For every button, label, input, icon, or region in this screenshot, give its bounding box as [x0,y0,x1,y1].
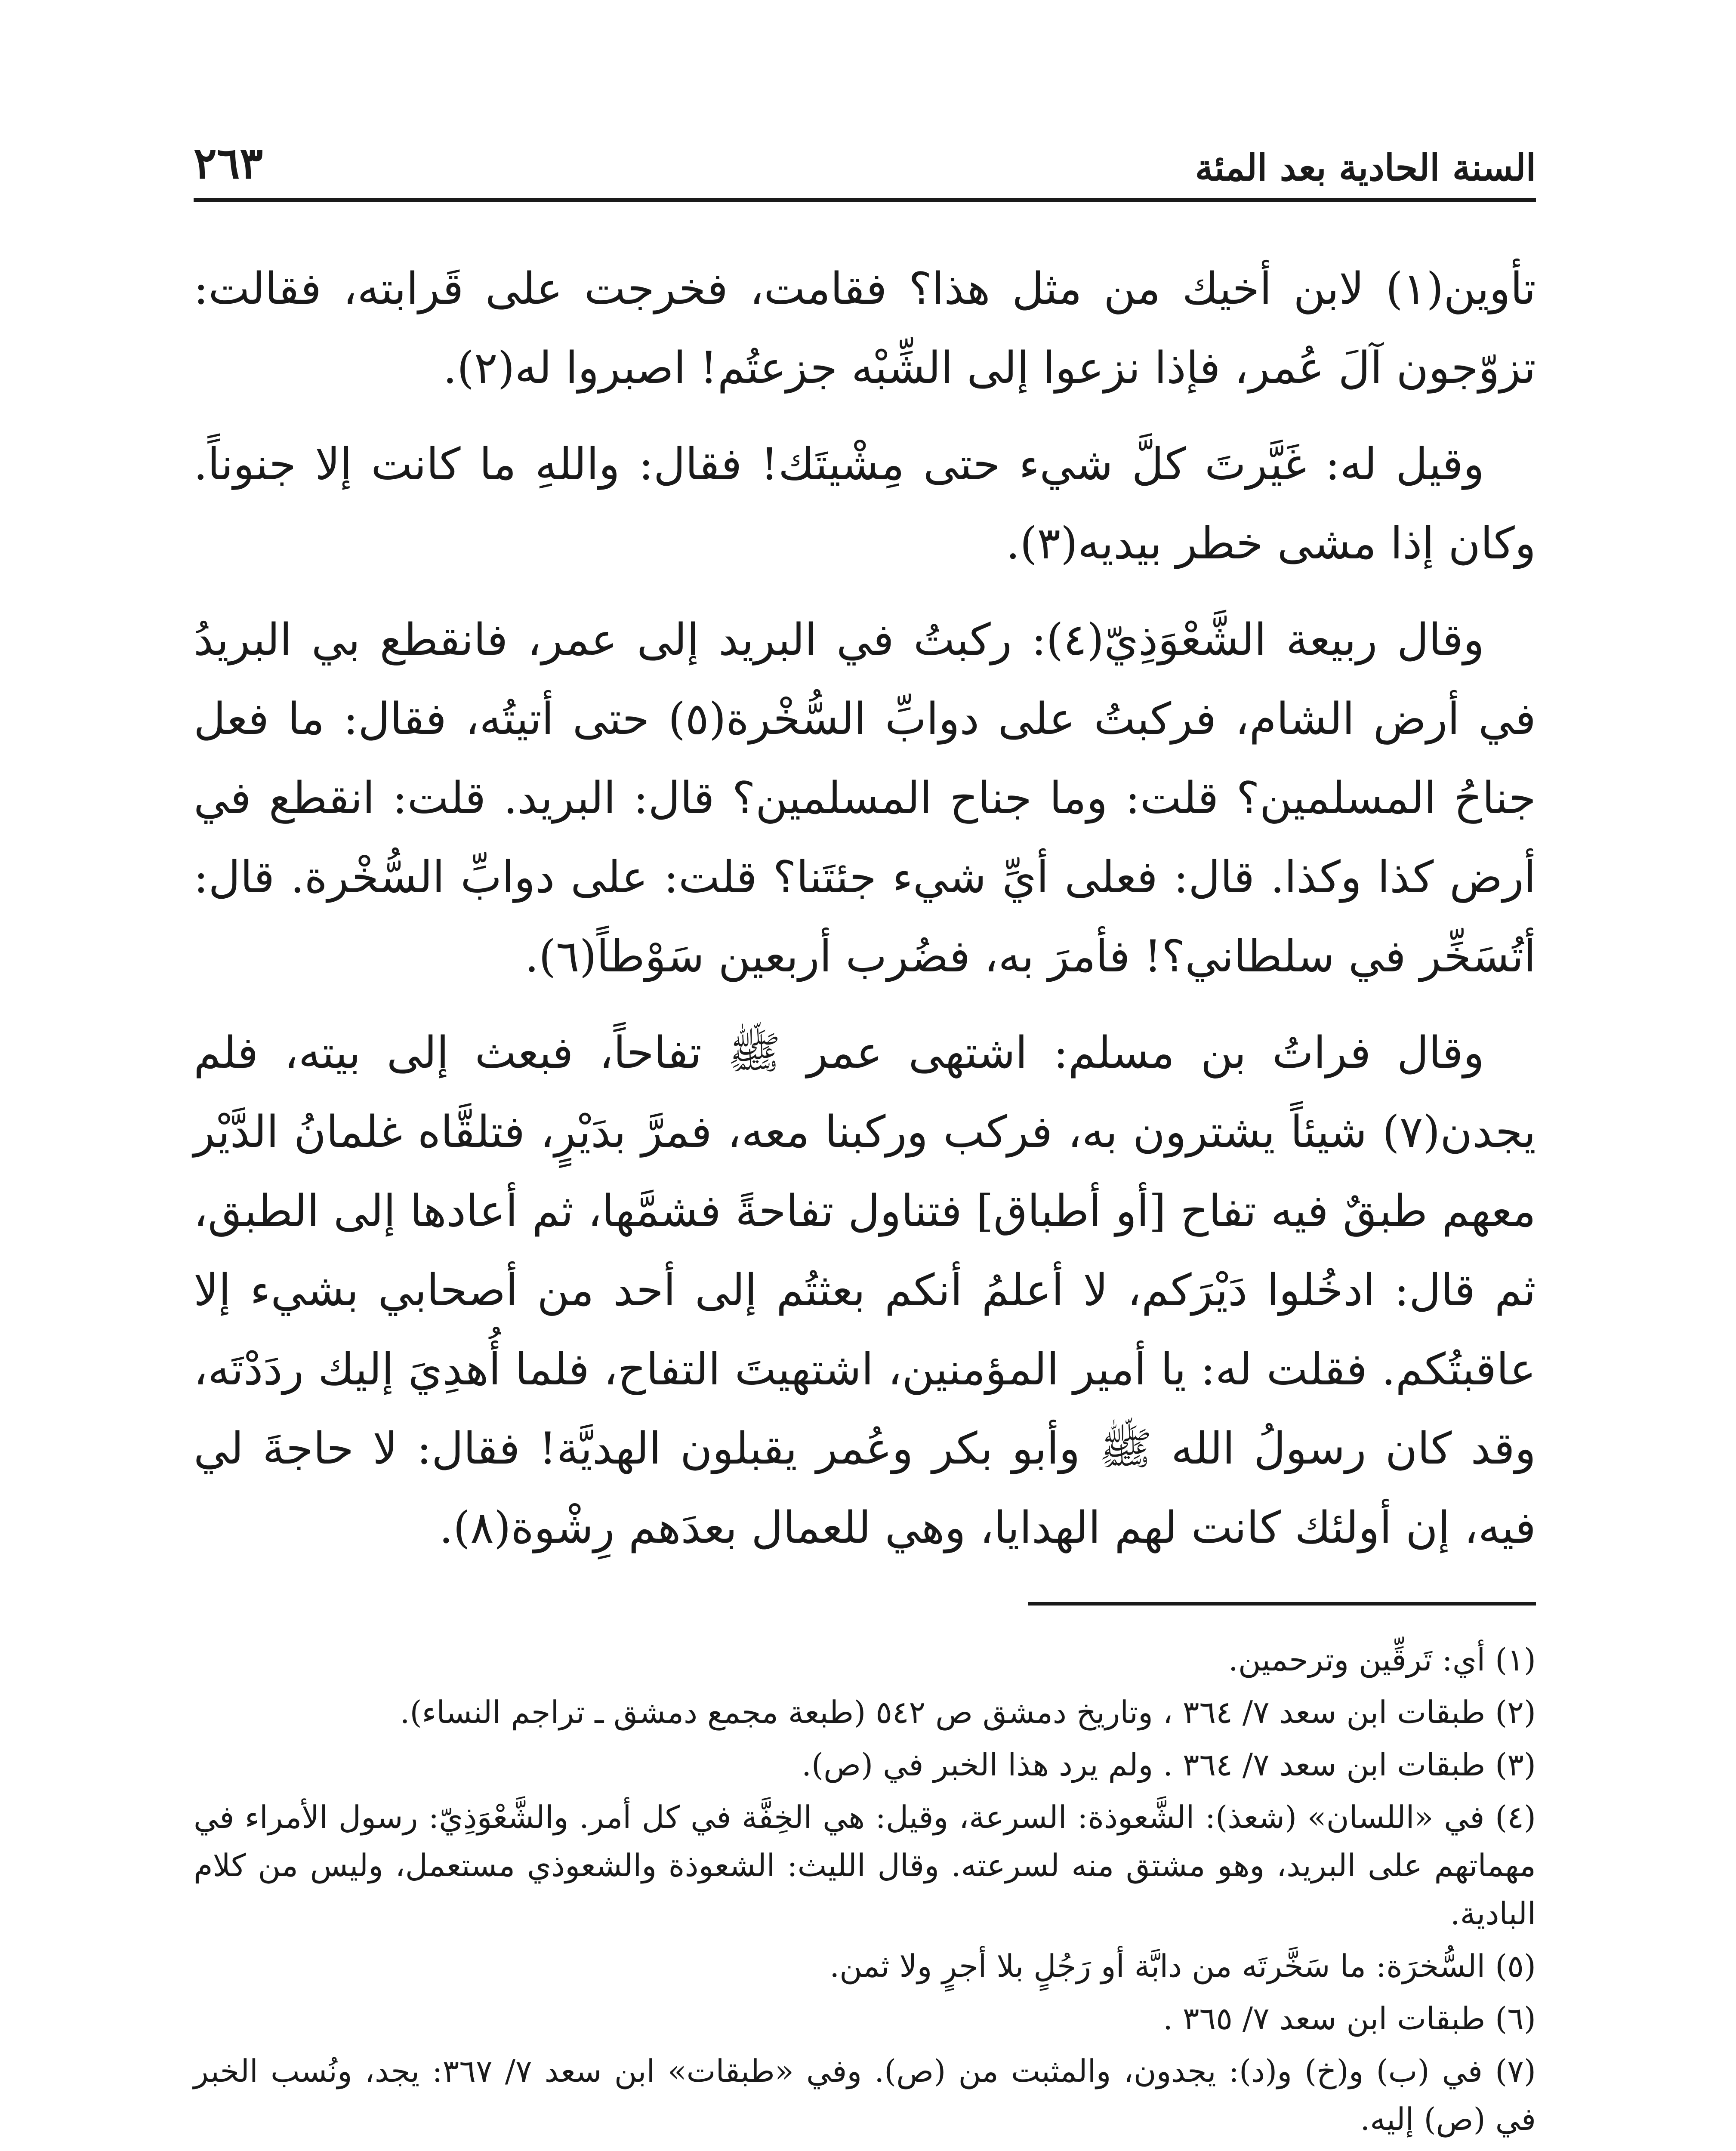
footnote: (١) أي: تَرقِّين وترحمين. [1228,1642,1536,1678]
footnote [194,2148,1536,2151]
page-header [194,133,1536,202]
running-head: السنة الحادية بعد المئة [1195,146,1536,189]
footnote: (٣) طبقات ابن سعد ٧/ ٣٦٤ . ولم يرد هذا الخبر في (ص). [802,1747,1536,1783]
main-text [194,250,1536,1568]
footnote-separator [1028,1602,1536,1606]
paragraph: وقال فراتُ بن مسلم: اشتهى عمر ﷺ تفاحاً، فبعث إلى بيته، فلم يجدن(٧) شيئاً يشترون به، فركب وركبنا معه، فمرَّ بدَيْرٍ، فتلقَّاه غلمانُ الدَّيْر معهم طبقٌ فيه تفاح [أو أطباق] فتناول تفاحةً فشمَّها، ثم أعادها إلى الطبق، ثم قال: ادخُلوا دَيْرَكم، لا أعلمُ أنكم بعثتُم إلى أحد من أصحابي بشيء إلا عاقبتُكم. فقلت له: يا أمير المؤمنين، اشتهيتَ التفاح، فلما أُهدِيَ إليك ردَدْتَه، وقد كان رسولُ الله ﷺ وأبو بكر وعُمر يقبلون الهديَّة! فقال: لا حاجةَ لي فيه، إن أولئك كانت لهم الهدايا، وهي للعمال بعدَهم رِشْوة(٨). [194,1027,1536,1553]
footnotes [194,1636,1536,2151]
footnote: (٢) طبقات ابن سعد ٧/ ٣٦٤ ، وتاريخ دمشق ص ٥٤٢ (طبعة مجمع دمشق ـ تراجم النساء). [400,1694,1536,1730]
footnote: (٦) طبقات ابن سعد ٧/ ٣٦٥ . [1163,2000,1536,2037]
footnote: (٧) في (ب) و(خ) و(د): يجدون، والمثبت من (ص). وفي «طبقات» ابن سعد ٧/ ٣٦٧: يجد، ونُسب الخبر في (ص) إليه. [194,2053,1536,2137]
book-page [194,133,1536,2151]
footnote: (٥) السُّخرَة: ما سَخَّرتَه من دابَّة أو رَجُلٍ بلا أجرٍ ولا ثمن. [829,1948,1536,1984]
paragraph: وقيل له: غَيَّرتَ كلَّ شيء حتى مِشْيتَك! فقال: واللهِ ما كانت إلا جنوناً. وكان إذا مشى خطر بيديه(٣). [194,439,1536,569]
footnote: (٤) في «اللسان» (شعذ): الشَّعوذة: السرعة، وقيل: هي الخِفَّة في كل أمر. والشَّعْوَذِيّ: رسول الأمراء في مهماتهم على البريد، وهو مشتق منه لسرعته. وقال الليث: الشعوذة والشعوذي مستعمل، وليس من كلام البادية. [194,1799,1536,1932]
page-number: ٢٦٣ [194,138,263,188]
paragraph: وقال ربيعة الشَّعْوَذِيّ(٤): ركبتُ في البريد إلى عمر، فانقطع بي البريدُ في أرض الشام، فركبتُ على دوابِّ السُّخْرة(٥) حتى أتيتُه، فقال: ما فعل جناحُ المسلمين؟ قلت: وما جناح المسلمين؟ قال: البريد. قلت: انقطع في أرض كذا وكذا. قال: فعلى أيِّ شيء جئتَنا؟ قلت: على دوابِّ السُّخْرة. قال: أتُسَخِّر في سلطاني؟! فأمرَ به، فضُرب أربعين سَوْطاً(٦). [194,614,1536,982]
paragraph: تأوين(١) لابن أخيك من مثل هذا؟ فقامت، فخرجت على قَرابته، فقالت: تزوّجون آلَ عُمر، فإذا نزعوا إلى الشِّبْه جزعتُم! اصبروا له(٢). [194,263,1536,394]
